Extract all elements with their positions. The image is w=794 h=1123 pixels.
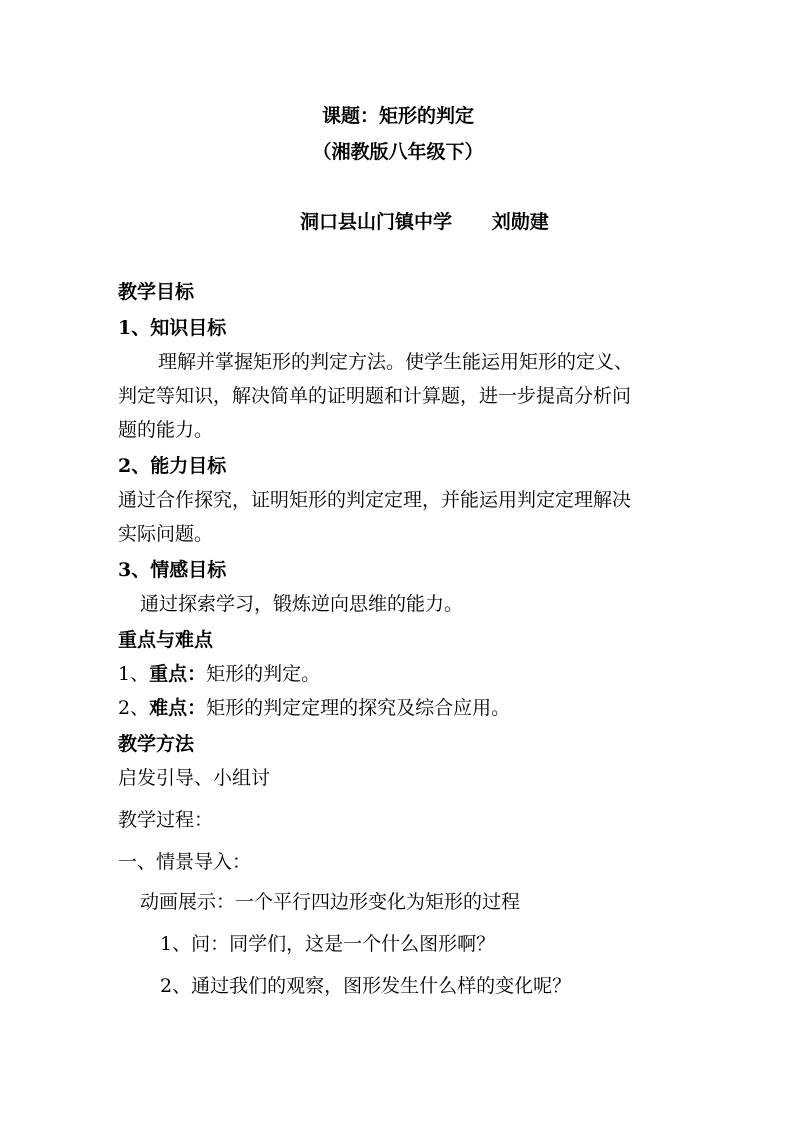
key-point-prefix: 1、 bbox=[118, 663, 150, 685]
subtitle-wrap bbox=[0, 140, 794, 164]
process-question-1: 1、问：同学们，这是一个什么图形啊？ bbox=[160, 933, 496, 955]
key-points-heading: 重点与难点 bbox=[118, 629, 214, 651]
knowledge-goal-line-1: 理解并掌握矩形的判定方法。使学生能运用矩形的定义、 bbox=[158, 351, 634, 373]
process-animation: 动画展示：一个平行四边形变化为矩形的过程 bbox=[140, 891, 521, 913]
emotion-goal-label: 3、情感目标 bbox=[118, 559, 227, 581]
difficulty-label: 难点： bbox=[149, 697, 207, 719]
key-point-label: 重点： bbox=[149, 663, 207, 685]
emotion-goal-line-1: 通过探索学习，锻炼逆向思维的能力。 bbox=[140, 593, 464, 615]
teaching-goals-heading: 教学目标 bbox=[118, 281, 195, 303]
methods-text: 启发引导、小组讨 bbox=[118, 767, 271, 789]
title-wrap bbox=[0, 104, 794, 128]
process-step-1: 一、情景导入： bbox=[118, 851, 252, 873]
page-title: 课题：矩形的判定 bbox=[321, 105, 474, 127]
page-subtitle: （湘教版八年级下） bbox=[312, 141, 484, 163]
difficulty-prefix: 2、 bbox=[118, 697, 150, 719]
process-heading: 教学过程： bbox=[118, 809, 214, 831]
knowledge-goal-line-3: 题的能力。 bbox=[118, 419, 214, 441]
difficulty-text: 矩形的判定定理的探究及综合应用。 bbox=[206, 697, 511, 719]
ability-goal-line-2: 实际问题。 bbox=[118, 523, 214, 545]
key-point-text: 矩形的判定。 bbox=[206, 663, 321, 685]
methods-heading: 教学方法 bbox=[118, 733, 195, 755]
process-question-2: 2、通过我们的观察，图形发生什么样的变化呢？ bbox=[160, 975, 572, 997]
knowledge-goal-label: 1、知识目标 bbox=[118, 317, 227, 339]
key-point-item-2 bbox=[118, 696, 510, 720]
ability-goal-line-1: 通过合作探究，证明矩形的判定定理，并能运用判定定理解决 bbox=[118, 489, 632, 511]
knowledge-goal-line-2: 判定等知识，解决简单的证明题和计算题，进一步提高分析问 bbox=[118, 385, 632, 407]
ability-goal-label: 2、能力目标 bbox=[118, 455, 227, 477]
key-point-item-1 bbox=[118, 662, 320, 686]
author-line: 洞口县山门镇中学 刘勋建 bbox=[300, 211, 549, 233]
